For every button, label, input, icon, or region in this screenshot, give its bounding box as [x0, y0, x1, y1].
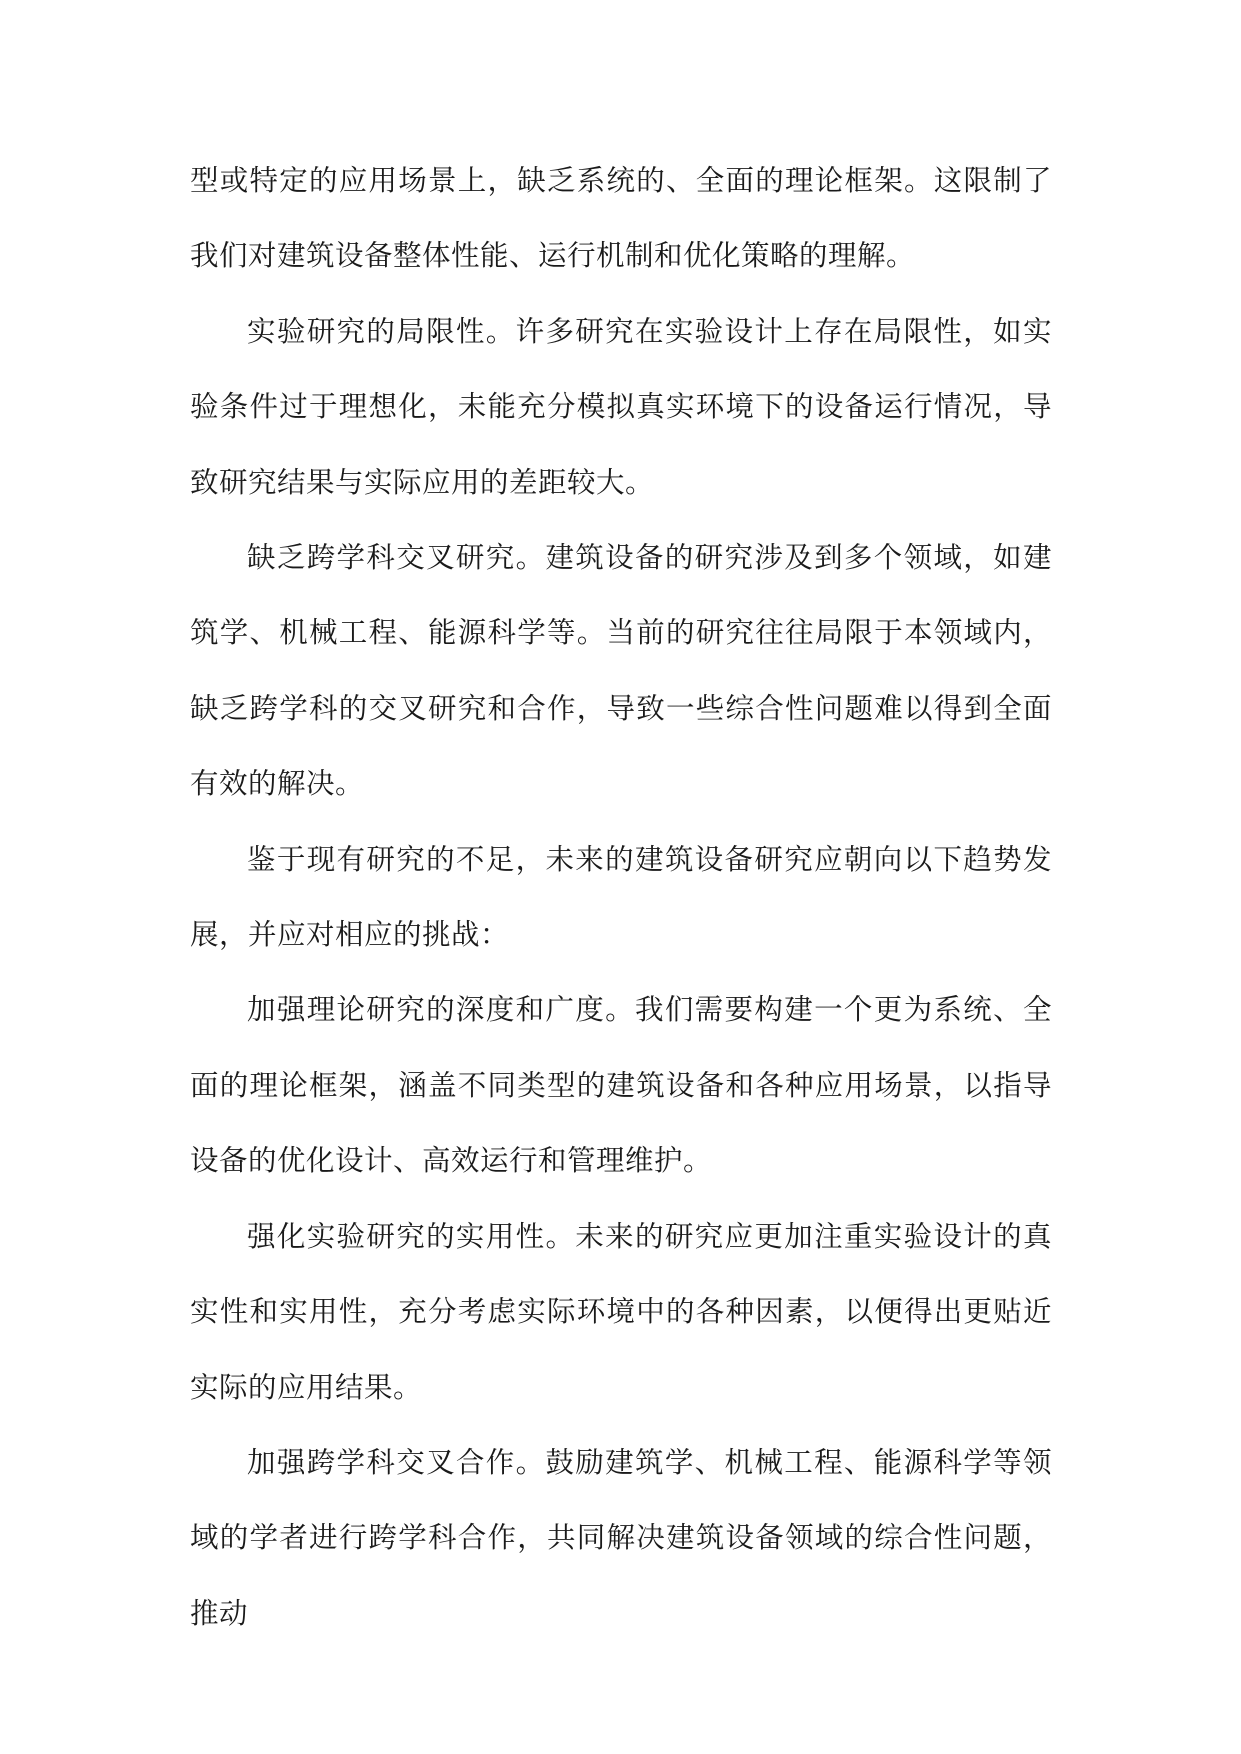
- paragraph-experimental-limitations: 实验研究的局限性。许多研究在实验设计上存在局限性，如实验条件过于理想化，未能充分模拟真实环境下的设备运行情况，导致研究结果与实际应用的差距较大。: [190, 314, 1052, 499]
- paragraph-theory-research: 加强理论研究的深度和广度。我们需要构建一个更为系统、全面的理论框架，涵盖不同类型的建筑设备和各种应用场景，以指导设备的优化设计、高效运行和管理维护。: [190, 993, 1052, 1178]
- paragraph-interdisciplinary-lack: 缺乏跨学科交叉研究。建筑设备的研究涉及到多个领域，如建筑学、机械工程、能源科学等。当前的研究往往局限于本领域内，缺乏跨学科的交叉研究和合作，导致一些综合性问题难以得到全面有效的解决。: [190, 541, 1052, 801]
- paragraph-continued: 型或特定的应用场景上，缺乏系统的、全面的理论框架。这限制了我们对建筑设备整体性能、运行机制和优化策略的理解。: [190, 164, 1052, 273]
- paragraph-interdisciplinary-cooperation: 加强跨学科交叉合作。鼓励建筑学、机械工程、能源科学等领域的学者进行跨学科合作，共同解决建筑设备领域的综合性问题，推动: [190, 1445, 1052, 1630]
- paragraph-future-trends: 鉴于现有研究的不足，未来的建筑设备研究应朝向以下趋势发展，并应对相应的挑战：: [190, 842, 1052, 952]
- document-body: [190, 143, 1052, 1651]
- paragraph-experimental-practicality: 强化实验研究的实用性。未来的研究应更加注重实验设计的真实性和实用性，充分考虑实际环境中的各种因素，以便得出更贴近实际的应用结果。: [190, 1219, 1052, 1404]
